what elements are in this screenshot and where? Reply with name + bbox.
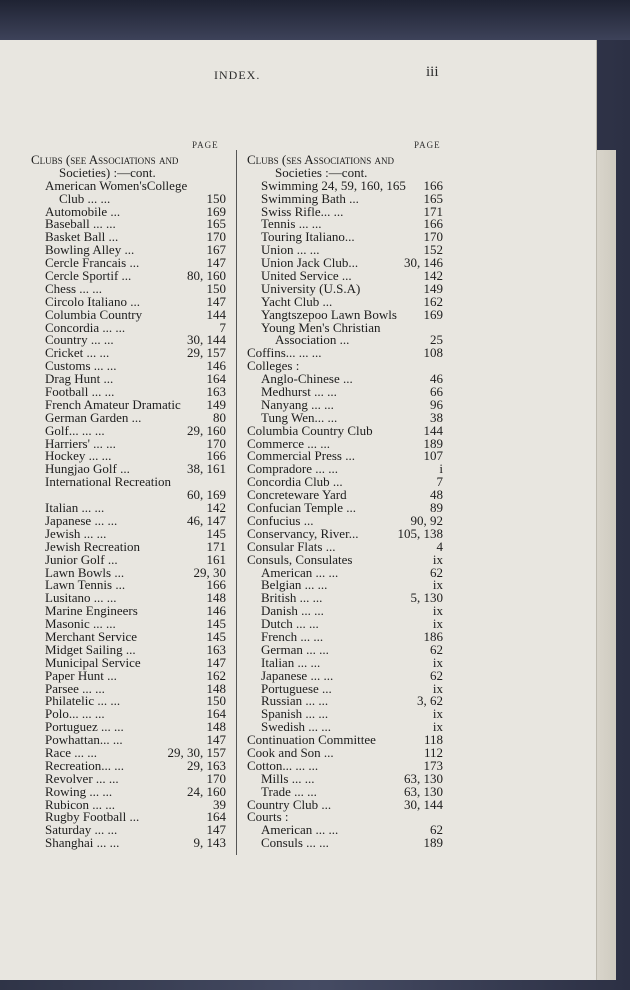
- page-stack-edge: [596, 150, 616, 980]
- right-page-label: PAGE: [414, 140, 441, 150]
- index-entry-page: 189: [423, 835, 443, 851]
- index-entry-text: Shanghai ... ...: [45, 835, 120, 851]
- index-entry-text: Spanish ... ...: [261, 706, 329, 722]
- index-entry-page: 150: [206, 190, 226, 206]
- index-entry-page: 165: [423, 190, 443, 206]
- index-entry-page: 3, 62: [417, 693, 443, 709]
- index-entry-page: 29, 30, 157: [167, 744, 226, 760]
- index-entry-text: Compradore ... ...: [247, 461, 338, 477]
- index-entry-text: International Recreation: [45, 474, 171, 490]
- index-entry-text: Junior Golf ...: [45, 551, 118, 567]
- index-entry-page: 29, 163: [187, 757, 226, 773]
- index-entry-text: Tung Wen... ...: [261, 409, 338, 425]
- index-entry-text: Medhurst ... ...: [261, 384, 337, 400]
- index-entry-page: 39: [213, 796, 226, 812]
- index-entry-page: 9, 143: [193, 835, 226, 851]
- index-entry-page: 105, 138: [397, 525, 443, 541]
- index-entry-page: 186: [423, 628, 443, 644]
- index-entry-page: 149: [423, 280, 443, 296]
- index-entry-page: 173: [423, 757, 443, 773]
- index-entry-page: 166: [206, 577, 226, 593]
- index-entry-text: American Women'sCollege: [45, 177, 188, 193]
- index-entry-page: 30, 144: [187, 332, 226, 348]
- index-entry-text: Rubicon ... ...: [45, 796, 116, 812]
- index-entry-page: 164: [206, 706, 226, 722]
- index-entry-text: Municipal Service: [45, 654, 141, 670]
- index-entry-page: 170: [206, 770, 226, 786]
- index-entry-text: Colleges :: [247, 358, 300, 374]
- index-entry-page: 29, 160: [187, 422, 226, 438]
- index-entry-page: 30, 146: [404, 255, 443, 271]
- index-entry-page: 163: [206, 641, 226, 657]
- index-entry-page: 171: [206, 538, 226, 554]
- index-entry-text: Confucius ...: [247, 512, 314, 528]
- index-entry-text: Nanyang ... ...: [261, 396, 334, 412]
- index-entry-text: Columbia Country Club: [247, 422, 373, 438]
- index-entry-page: 161: [206, 551, 226, 567]
- index-entry-text: Bowling Alley ...: [45, 242, 135, 258]
- index-entry-page: 166: [206, 448, 226, 464]
- index-entry-text: Midget Sailing ...: [45, 641, 136, 657]
- index-entry-page: ix: [432, 719, 443, 735]
- index-entry-page: 96: [430, 396, 443, 412]
- index-entry-page: 164: [206, 371, 226, 387]
- index-entry-page: 147: [206, 255, 226, 271]
- index-entry-text: Russian ... ...: [261, 693, 329, 709]
- index-entry-text: Japanese ... ...: [261, 667, 334, 683]
- index-entry-text: Customs ... ...: [45, 358, 117, 374]
- index-entry-page: 66: [430, 384, 443, 400]
- index-entry-page: 189: [423, 435, 443, 451]
- index-entry-text: Coffins... ... ...: [247, 345, 322, 361]
- index-entry-text: German ... ...: [261, 641, 329, 657]
- index-entry-page: 147: [206, 654, 226, 670]
- index-entry-page: 62: [430, 667, 443, 683]
- index-entry-page: 62: [430, 564, 443, 580]
- index-entry-text: Country ... ...: [45, 332, 114, 348]
- index-entry-text: American ... ...: [261, 822, 339, 838]
- index-entry-page: 144: [206, 306, 226, 322]
- index-entry-page: 171: [423, 203, 443, 219]
- index-entry-page: 166: [423, 216, 443, 232]
- index-entry-page: 148: [206, 719, 226, 735]
- index-entry-text: Societies) :—cont.: [59, 164, 156, 180]
- index-entry-text: Hockey ... ...: [45, 448, 112, 464]
- index-entry-text: Chess ... ...: [45, 280, 103, 296]
- index-entry-text: Rowing ... ...: [45, 783, 113, 799]
- index-entry-text: Parsee ... ...: [45, 680, 105, 696]
- index-entry-page: 25: [430, 332, 443, 348]
- index-entry-text: Concordia ... ...: [45, 319, 126, 335]
- index-entry-text: Yangtszepoo Lawn Bowls: [261, 306, 397, 322]
- index-entry-text: Anglo-Chinese ...: [261, 371, 353, 387]
- index-entry-text: Saturday ... ...: [45, 822, 118, 838]
- index-entry-text: Revolver ... ...: [45, 770, 119, 786]
- index-entry-page: 46, 147: [187, 512, 226, 528]
- index-entry-page: 29, 157: [187, 345, 226, 361]
- index-entry-text: Portuguese ...: [261, 680, 332, 696]
- index-entry-page: 149: [206, 396, 226, 412]
- index-entry-page: 146: [206, 603, 226, 619]
- index-entry-page: 89: [430, 500, 443, 516]
- index-entry-page: 108: [423, 345, 443, 361]
- index-column-left: [31, 154, 226, 850]
- index-entry-text: Italian ... ...: [261, 654, 321, 670]
- index-entry-text: Dutch ... ...: [261, 616, 319, 632]
- index-entry-page: 107: [423, 448, 443, 464]
- index-entry-text: Courts :: [247, 809, 289, 825]
- index-entry-page: 170: [206, 435, 226, 451]
- index-entry-page: ix: [432, 680, 443, 696]
- index-entry-text: Swedish ... ...: [261, 719, 332, 735]
- index-entry-page: 147: [206, 293, 226, 309]
- index-entry-text: Automobile ...: [45, 203, 121, 219]
- index-entry-page: 29, 30: [193, 564, 226, 580]
- index-entry-page: 170: [423, 229, 443, 245]
- index-entry-text: United Service ...: [261, 268, 352, 284]
- index-entry-page: ix: [432, 603, 443, 619]
- index-entry-page: 144: [423, 422, 443, 438]
- index-entry-page: 169: [423, 306, 443, 322]
- index-entry-page: 46: [430, 371, 443, 387]
- index-entry-page: 163: [206, 384, 226, 400]
- index-entry-text: German Garden ...: [45, 409, 142, 425]
- index-entry-text: Recreation... ...: [45, 757, 125, 773]
- index-entry-text: Union Jack Club...: [261, 255, 359, 271]
- index-entry-text: French ... ...: [261, 628, 324, 644]
- index-entry-text: Swiss Rifle... ...: [261, 203, 344, 219]
- index-entry-page: 145: [206, 525, 226, 541]
- index-entry-page: 4: [436, 538, 443, 554]
- index-entry-text: Union ... ...: [261, 242, 320, 258]
- index-entry-page: 170: [206, 229, 226, 245]
- index-entry-page: 38: [430, 409, 443, 425]
- index-column-right: [247, 154, 443, 850]
- index-entry-page: 60, 169: [187, 487, 226, 503]
- index-entry-page: 62: [430, 822, 443, 838]
- index-entry-page: 63, 130: [404, 783, 443, 799]
- index-entry-page: 147: [206, 732, 226, 748]
- index-entry-text: Cercle Sportif ...: [45, 268, 132, 284]
- index-entry-page: 152: [423, 242, 443, 258]
- index-entry-text: Cotton... ... ...: [247, 757, 319, 773]
- book-cover-top-edge: [0, 0, 630, 40]
- index-entry-text: Consular Flats ...: [247, 538, 336, 554]
- index-entry-text: Portuguez ... ...: [45, 719, 124, 735]
- index-entry-text: Confucian Temple ...: [247, 500, 356, 516]
- index-entry-text: Philatelic ... ...: [45, 693, 121, 709]
- index-entry-page: 38, 161: [187, 461, 226, 477]
- index-entry-text: Consuls ... ...: [261, 835, 329, 851]
- index-entry-text: Mills ... ...: [261, 770, 315, 786]
- index-entry-page: 145: [206, 616, 226, 632]
- index-entry-text: Belgian ... ...: [261, 577, 328, 593]
- index-entry-page: 148: [206, 590, 226, 606]
- index-entry-text: Japanese ... ...: [45, 512, 118, 528]
- index-entry-page: 166: [423, 177, 443, 193]
- index-entry-page: 164: [206, 809, 226, 825]
- index-entry-text: Trade ... ...: [261, 783, 317, 799]
- index-entry-page: ix: [432, 654, 443, 670]
- index-entry-text: Polo... ... ...: [45, 706, 105, 722]
- index-entry-page: 165: [206, 216, 226, 232]
- running-head: [0, 64, 596, 84]
- index-entry-text: French Amateur Dramatic: [45, 396, 181, 412]
- index-entry-page: 5, 130: [410, 590, 443, 606]
- index-entry-text: British ... ...: [261, 590, 323, 606]
- index-entry-text: Circolo Italiano ...: [45, 293, 140, 309]
- index-entry: [31, 837, 226, 850]
- index-entry-text: Paper Hunt ...: [45, 667, 117, 683]
- left-page-label: PAGE: [192, 140, 219, 150]
- index-entry-page: 80: [213, 409, 226, 425]
- index-entry-text: Rugby Football ...: [45, 809, 140, 825]
- index-entry-text: Columbia Country: [45, 306, 143, 322]
- index-entry-page: 7: [219, 319, 226, 335]
- index-entry-text: Lawn Tennis ...: [45, 577, 126, 593]
- index-entry-page: i: [439, 461, 443, 477]
- index-entry-text: Baseball ... ...: [45, 216, 116, 232]
- index-entry-text: Young Men's Christian: [261, 319, 381, 335]
- index-entry-text: Football ... ...: [45, 384, 115, 400]
- index-entry-text: Association ...: [275, 332, 350, 348]
- index-entry-page: 48: [430, 487, 443, 503]
- index-entry-text: Societies :—cont.: [275, 164, 368, 180]
- index-entry-text: Swimming Bath ...: [261, 190, 359, 206]
- index-entry-text: Cook and Son ...: [247, 744, 334, 760]
- index-entry-text: Consuls, Consulates: [247, 551, 353, 567]
- index-entry-text: Drag Hunt ...: [45, 371, 114, 387]
- running-head-title: INDEX.: [214, 68, 261, 82]
- index-entry-page: 112: [423, 744, 443, 760]
- index-entry-text: Masonic ... ...: [45, 616, 116, 632]
- index-entry-text: Tennis ... ...: [261, 216, 322, 232]
- index-entry: [247, 837, 443, 850]
- index-entry-page: 148: [206, 680, 226, 696]
- index-entry-text: Concordia Club ...: [247, 474, 343, 490]
- index-entry-page: 24, 160: [187, 783, 226, 799]
- index-entry-text: Touring Italiano...: [261, 229, 355, 245]
- page-folio: iii: [426, 64, 439, 80]
- index-entry-page: 150: [206, 280, 226, 296]
- index-entry-page: ix: [432, 577, 443, 593]
- index-entry-text: Powhattan... ...: [45, 732, 123, 748]
- index-entry-text: Clubs (see Associations and: [31, 152, 179, 167]
- index-entry-page: ix: [432, 616, 443, 632]
- index-entry-text: University (U.S.A): [261, 280, 361, 296]
- index-entry-text: Yacht Club ...: [261, 293, 333, 309]
- index-entry-text: Commercial Press ...: [247, 448, 355, 464]
- index-entry-text: Continuation Committee: [247, 732, 376, 748]
- index-entry-page: 30, 144: [404, 796, 443, 812]
- index-entry-page: 162: [423, 293, 443, 309]
- column-divider: [236, 150, 237, 855]
- index-entry-text: Lusitano ... ...: [45, 590, 117, 606]
- index-entry-page: 80, 160: [187, 268, 226, 284]
- index-entry-text: Clubs (ses Associations and: [247, 152, 394, 167]
- index-entry-text: Basket Ball ...: [45, 229, 119, 245]
- index-entry-text: Swimming 24, 59, 160, 165: [261, 177, 406, 193]
- index-entry-text: Commerce ... ...: [247, 435, 331, 451]
- index-entry-page: 142: [206, 500, 226, 516]
- index-entry-page: 63, 130: [404, 770, 443, 786]
- index-entry-text: Conservancy, River...: [247, 525, 359, 541]
- index-entry-page: 90, 92: [410, 512, 443, 528]
- index-entry-text: Concreteware Yard: [247, 487, 347, 503]
- index-entry-text: Marine Engineers: [45, 603, 138, 619]
- index-entry-text: Cricket ... ...: [45, 345, 110, 361]
- index-entry-page: 169: [206, 203, 226, 219]
- index-entry-page: 7: [436, 474, 443, 490]
- index-entry-text: Merchant Service: [45, 628, 138, 644]
- index-entry-page: 145: [206, 628, 226, 644]
- index-entry-page: ix: [432, 551, 443, 567]
- index-entry-text: Italian ... ...: [45, 500, 105, 516]
- index-entry-page: 118: [423, 732, 443, 748]
- index-entry-page: 146: [206, 358, 226, 374]
- index-entry-text: Club ... ...: [59, 190, 111, 206]
- index-entry-text: Jewish Recreation: [45, 538, 140, 554]
- index-entry-text: Lawn Bowls ...: [45, 564, 125, 580]
- index-entry-page: 147: [206, 822, 226, 838]
- index-entry-text: Cercle Francais ...: [45, 255, 140, 271]
- index-entry-text: American ... ...: [261, 564, 339, 580]
- index-entry-text: Golf... ... ...: [45, 422, 105, 438]
- index-entry-text: Race ... ...: [45, 744, 97, 760]
- index-entry-text: Jewish ... ...: [45, 525, 107, 541]
- index-entry-text: Harriers' ... ...: [45, 435, 116, 451]
- index-entry-page: 167: [206, 242, 226, 258]
- index-entry-page: 150: [206, 693, 226, 709]
- index-entry-page: 62: [430, 641, 443, 657]
- index-entry-text: Danish ... ...: [261, 603, 324, 619]
- index-entry-text: Country Club ...: [247, 796, 332, 812]
- index-entry-page: 162: [206, 667, 226, 683]
- index-entry-page: ix: [432, 706, 443, 722]
- index-entry-text: Hungjao Golf ...: [45, 461, 130, 477]
- index-entry-page: 142: [423, 268, 443, 284]
